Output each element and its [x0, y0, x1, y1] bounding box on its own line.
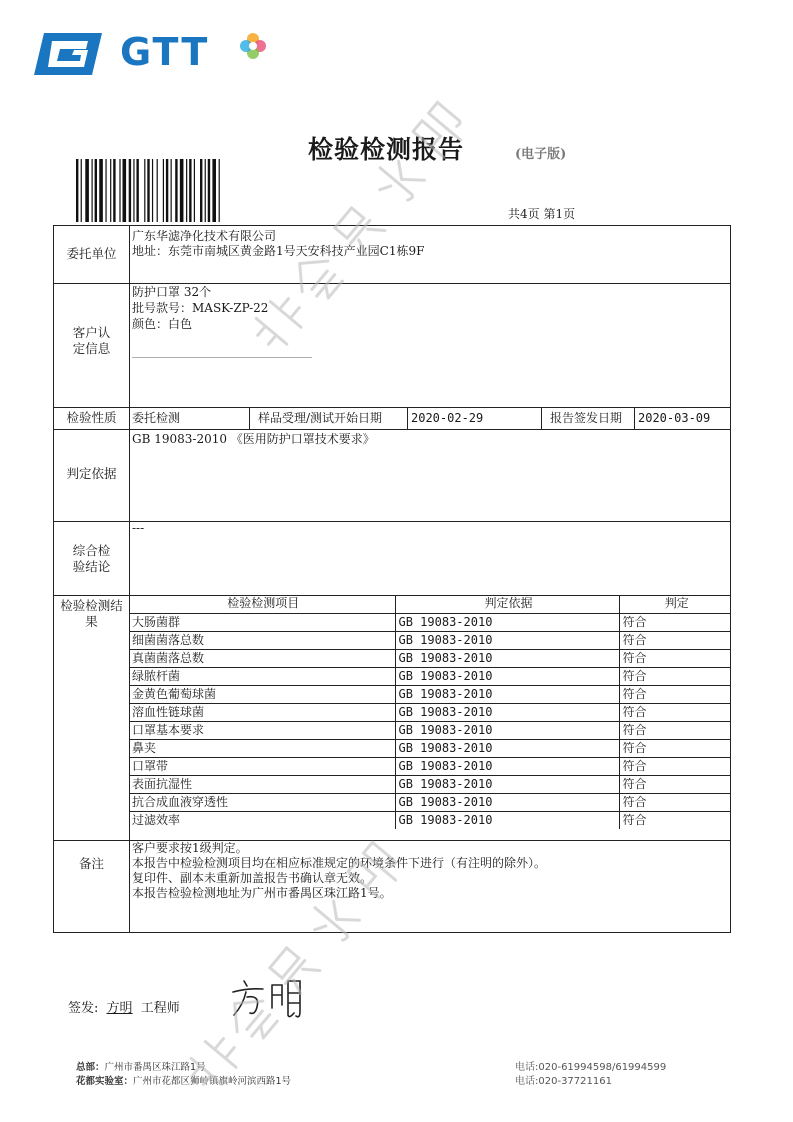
barcode-icon [76, 159, 266, 222]
result-item: 细菌菌落总数 [129, 631, 395, 649]
result-item: 溶血性链球菌 [129, 703, 395, 721]
result-verdict: 符合 [619, 613, 731, 631]
remarks-line-4: 本报告检验检测地址为广州市番禺区珠江路1号。 [132, 886, 392, 900]
result-item: 表面抗湿性 [129, 775, 395, 793]
result-verdict: 符合 [619, 649, 731, 667]
table-row [129, 721, 731, 739]
footer-lab-label: 花都实验室： [76, 1076, 134, 1087]
result-standard: GB 19083-2010 [395, 631, 619, 649]
result-item: 鼻夹 [129, 739, 395, 757]
signoff [68, 997, 180, 1016]
result-verdict: 符合 [619, 811, 731, 829]
conclusion-value: --- [132, 521, 145, 535]
remarks-line-2: 本报告中检验检测项目均在相应标准规定的环境条件下进行（有注明的除外）。 [132, 856, 547, 870]
remarks-label: 备注 [78, 856, 104, 871]
result-verdict: 符合 [619, 631, 731, 649]
handwritten-signature [230, 975, 305, 1023]
result-verdict: 符合 [619, 757, 731, 775]
result-standard: GB 19083-2010 [395, 811, 619, 829]
client-address: 地址：东莞市南城区黄金路1号天安科技产业园C1栋9F [132, 244, 425, 258]
table-row [129, 649, 731, 667]
result-standard: GB 19083-2010 [395, 793, 619, 811]
result-item: 过滤效率 [129, 811, 395, 829]
result-verdict: 符合 [619, 703, 731, 721]
footer-hq [76, 1061, 291, 1075]
table-row [129, 685, 731, 703]
result-item: 口罩基本要求 [129, 721, 395, 739]
inspection-type-value: 委托检测 [132, 411, 181, 425]
footer-hq-address: 广州市番禺区珠江路1号 [104, 1062, 206, 1073]
client-name: 广东华滤净化技术有限公司 [132, 229, 277, 243]
sample-batch: 批号款号：MASK-ZP-22 [132, 301, 269, 315]
result-verdict: 符合 [619, 739, 731, 757]
results-label: 检验检测结果 [60, 598, 123, 629]
conclusion-label: 综合检验结论 [72, 543, 111, 574]
result-standard: GB 19083-2010 [395, 703, 619, 721]
result-item: 抗合成血液穿透性 [129, 793, 395, 811]
table-row [129, 757, 731, 775]
result-verdict: 符合 [619, 721, 731, 739]
table-row [129, 703, 731, 721]
sample-label: 客户认定信息 [72, 325, 111, 356]
table-row [129, 631, 731, 649]
footer-hq-label: 总部： [76, 1062, 105, 1073]
client-label: 委托单位 [66, 246, 117, 261]
result-standard: GB 19083-2010 [395, 685, 619, 703]
footer-phones [515, 1061, 666, 1089]
results-table [129, 595, 731, 829]
page-info: 共4页 第1页 [508, 207, 576, 221]
sample-underline: ______________________________ [132, 344, 312, 358]
inspection-date-value: 2020-02-29 [411, 411, 484, 425]
sample-product: 防护口罩 32个 [132, 285, 212, 299]
footer-lab [76, 1075, 291, 1089]
table-row [129, 613, 731, 631]
results-header-row [129, 595, 731, 613]
results-header-cell: 判定依据 [395, 595, 619, 613]
report-subtitle: (电子版) [515, 147, 567, 162]
result-item: 金黄色葡萄球菌 [129, 685, 395, 703]
report-title: 检验检测报告 [308, 135, 465, 164]
table-row [129, 775, 731, 793]
table-row [129, 739, 731, 757]
report-table [53, 225, 731, 933]
result-item: 大肠菌群 [129, 613, 395, 631]
signoff-role: 工程师 [140, 1001, 180, 1016]
result-item: 口罩带 [129, 757, 395, 775]
result-item: 绿脓杆菌 [129, 667, 395, 685]
result-item: 真菌菌落总数 [129, 649, 395, 667]
table-row [129, 793, 731, 811]
remarks-line-1: 客户要求按1级判定。 [132, 841, 248, 855]
results-header-cell: 判定 [619, 595, 731, 613]
sample-color: 颜色：白色 [132, 317, 193, 331]
results-header-cell: 检验检测项目 [129, 595, 395, 613]
result-standard: GB 19083-2010 [395, 757, 619, 775]
signoff-prefix: 签发: [68, 1001, 99, 1016]
result-standard: GB 19083-2010 [395, 649, 619, 667]
remarks-line-3: 复印件、副本未重新加盖报告书确认章无效。 [132, 871, 373, 885]
result-standard: GB 19083-2010 [395, 667, 619, 685]
result-standard: GB 19083-2010 [395, 775, 619, 793]
result-verdict: 符合 [619, 685, 731, 703]
issue-date-label: 报告签发日期 [550, 411, 623, 425]
footer-lab-phone: 电话:020-37721161 [515, 1076, 612, 1087]
flower-logo-icon [240, 33, 266, 59]
signoff-name: 方明 [106, 1001, 133, 1016]
result-verdict: 符合 [619, 667, 731, 685]
basis-label: 判定依据 [66, 466, 117, 481]
result-standard: GB 19083-2010 [395, 739, 619, 757]
inspection-type-label: 检验性质 [66, 410, 117, 425]
table-row [129, 811, 731, 829]
table-row [129, 667, 731, 685]
footer-lab-address: 广州市花都区狮岭镇旗岭河滨西路1号 [133, 1076, 292, 1087]
logo-text: GTT [120, 30, 210, 74]
result-standard: GB 19083-2010 [395, 721, 619, 739]
footer-addresses [76, 1061, 291, 1089]
inspection-date-label: 样品受理/测试开始日期 [258, 411, 383, 425]
gtt-logo-icon [34, 33, 102, 75]
result-verdict: 符合 [619, 793, 731, 811]
result-verdict: 符合 [619, 775, 731, 793]
result-standard: GB 19083-2010 [395, 613, 619, 631]
basis-value: GB 19083-2010 《医用防护口罩技术要求》 [132, 432, 375, 446]
footer-hq-phone: 电话:020-61994598/61994599 [515, 1062, 667, 1073]
issue-date-value: 2020-03-09 [638, 411, 711, 425]
